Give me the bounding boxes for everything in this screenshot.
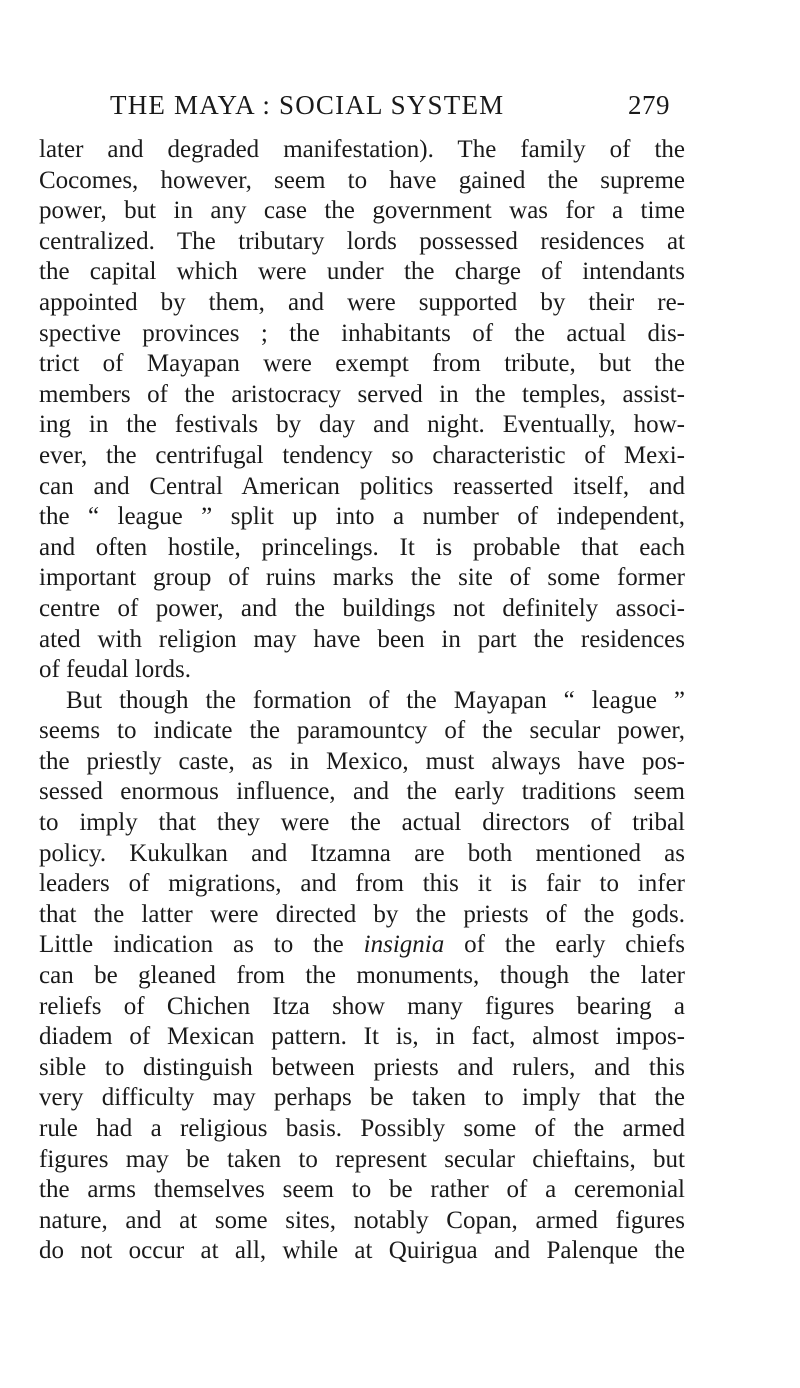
text-segment: Little indication as to the <box>39 931 344 959</box>
text-line: nature, and at some sites, notably Copan, armed figures <box>39 1206 685 1234</box>
page-number: 279 <box>628 90 670 120</box>
paragraph-end-line: of feudal lords. <box>39 656 192 684</box>
text-line: very difficulty may perhaps be taken to imply that the <box>39 1084 685 1112</box>
text-line: seems to indicate the paramountcy of the secular power, <box>39 717 685 745</box>
text-line: leaders of migrations, and from this it is fair to infer <box>39 870 685 898</box>
text-line: diadem of Mexican pattern. It is, in fact, almost impos- <box>39 1023 685 1051</box>
text-line: to imply that they were the actual directors of tribal <box>39 809 685 837</box>
text-line: the priestly caste, as in Mexico, must always have pos- <box>39 747 685 775</box>
text-line: reliefs of Chichen Itza show many figures bearing a <box>39 992 685 1020</box>
text-line: do not occur at all, while at Quirigua and Palenque the <box>39 1237 685 1265</box>
text-line: the “ league ” split up into a number of independent, <box>39 503 685 531</box>
text-line: ing in the festivals by day and night. Eventually, how- <box>39 411 685 439</box>
text-segment: of the early chiefs <box>464 931 685 959</box>
text-line: centre of power, and the buildings not definitely associ- <box>39 594 685 622</box>
text-line: spective provinces ; the inhabitants of the actual dis- <box>39 319 685 347</box>
italic-term-insignia: insignia <box>363 931 445 959</box>
text-line: ever, the centrifugal tendency so characteristic of Mexi- <box>39 441 685 469</box>
text-line: can and Central American politics reasserted itself, and <box>39 472 685 500</box>
body-text <box>39 135 685 1267</box>
text-line: sible to distinguish between priests and rulers, and this <box>39 1053 685 1081</box>
text-line: can be gleaned from the monuments, though the later <box>39 962 685 990</box>
text-line: and often hostile, princelings. It is probable that each <box>39 533 685 561</box>
text-line: policy. Kukulkan and Itzamna are both mentioned as <box>39 839 685 867</box>
text-line: members of the aristocracy served in the temples, assist- <box>39 380 685 408</box>
text-line: appointed by them, and were supported by their re- <box>39 288 685 316</box>
text-line: the capital which were under the charge of intendants <box>39 258 685 286</box>
text-line: figures may be taken to represent secular chieftains, but <box>39 1145 685 1173</box>
text-line: important group of ruins marks the site of some former <box>39 564 685 592</box>
text-line: Cocomes, however, seem to have gained the supreme <box>39 166 685 194</box>
text-line: rule had a religious basis. Possibly some of the armed <box>39 1115 685 1142</box>
text-line: the arms themselves seem to be rather of a ceremonial <box>39 1176 685 1204</box>
text-line: sessed enormous influence, and the early traditions seem <box>39 778 685 806</box>
paragraph-first-line: But though the formation of the Mayapan “ league ” <box>66 686 685 714</box>
text-line: ated with religion may have been in part the residences <box>39 625 685 653</box>
text-line: centralized. The tributary lords possessed residences at <box>39 227 685 255</box>
text-line: trict of Mayapan were exempt from tribute, but the <box>39 350 685 378</box>
text-line-with-italic <box>39 930 685 961</box>
running-head-title: THE MAYA : SOCIAL SYSTEM <box>110 90 505 120</box>
running-head <box>110 90 670 130</box>
text-line: that the latter were directed by the priests of the gods. <box>39 900 685 928</box>
text-line: later and degraded manifestation). The family of the <box>39 136 685 163</box>
text-line: power, but in any case the government was for a time <box>39 197 685 225</box>
